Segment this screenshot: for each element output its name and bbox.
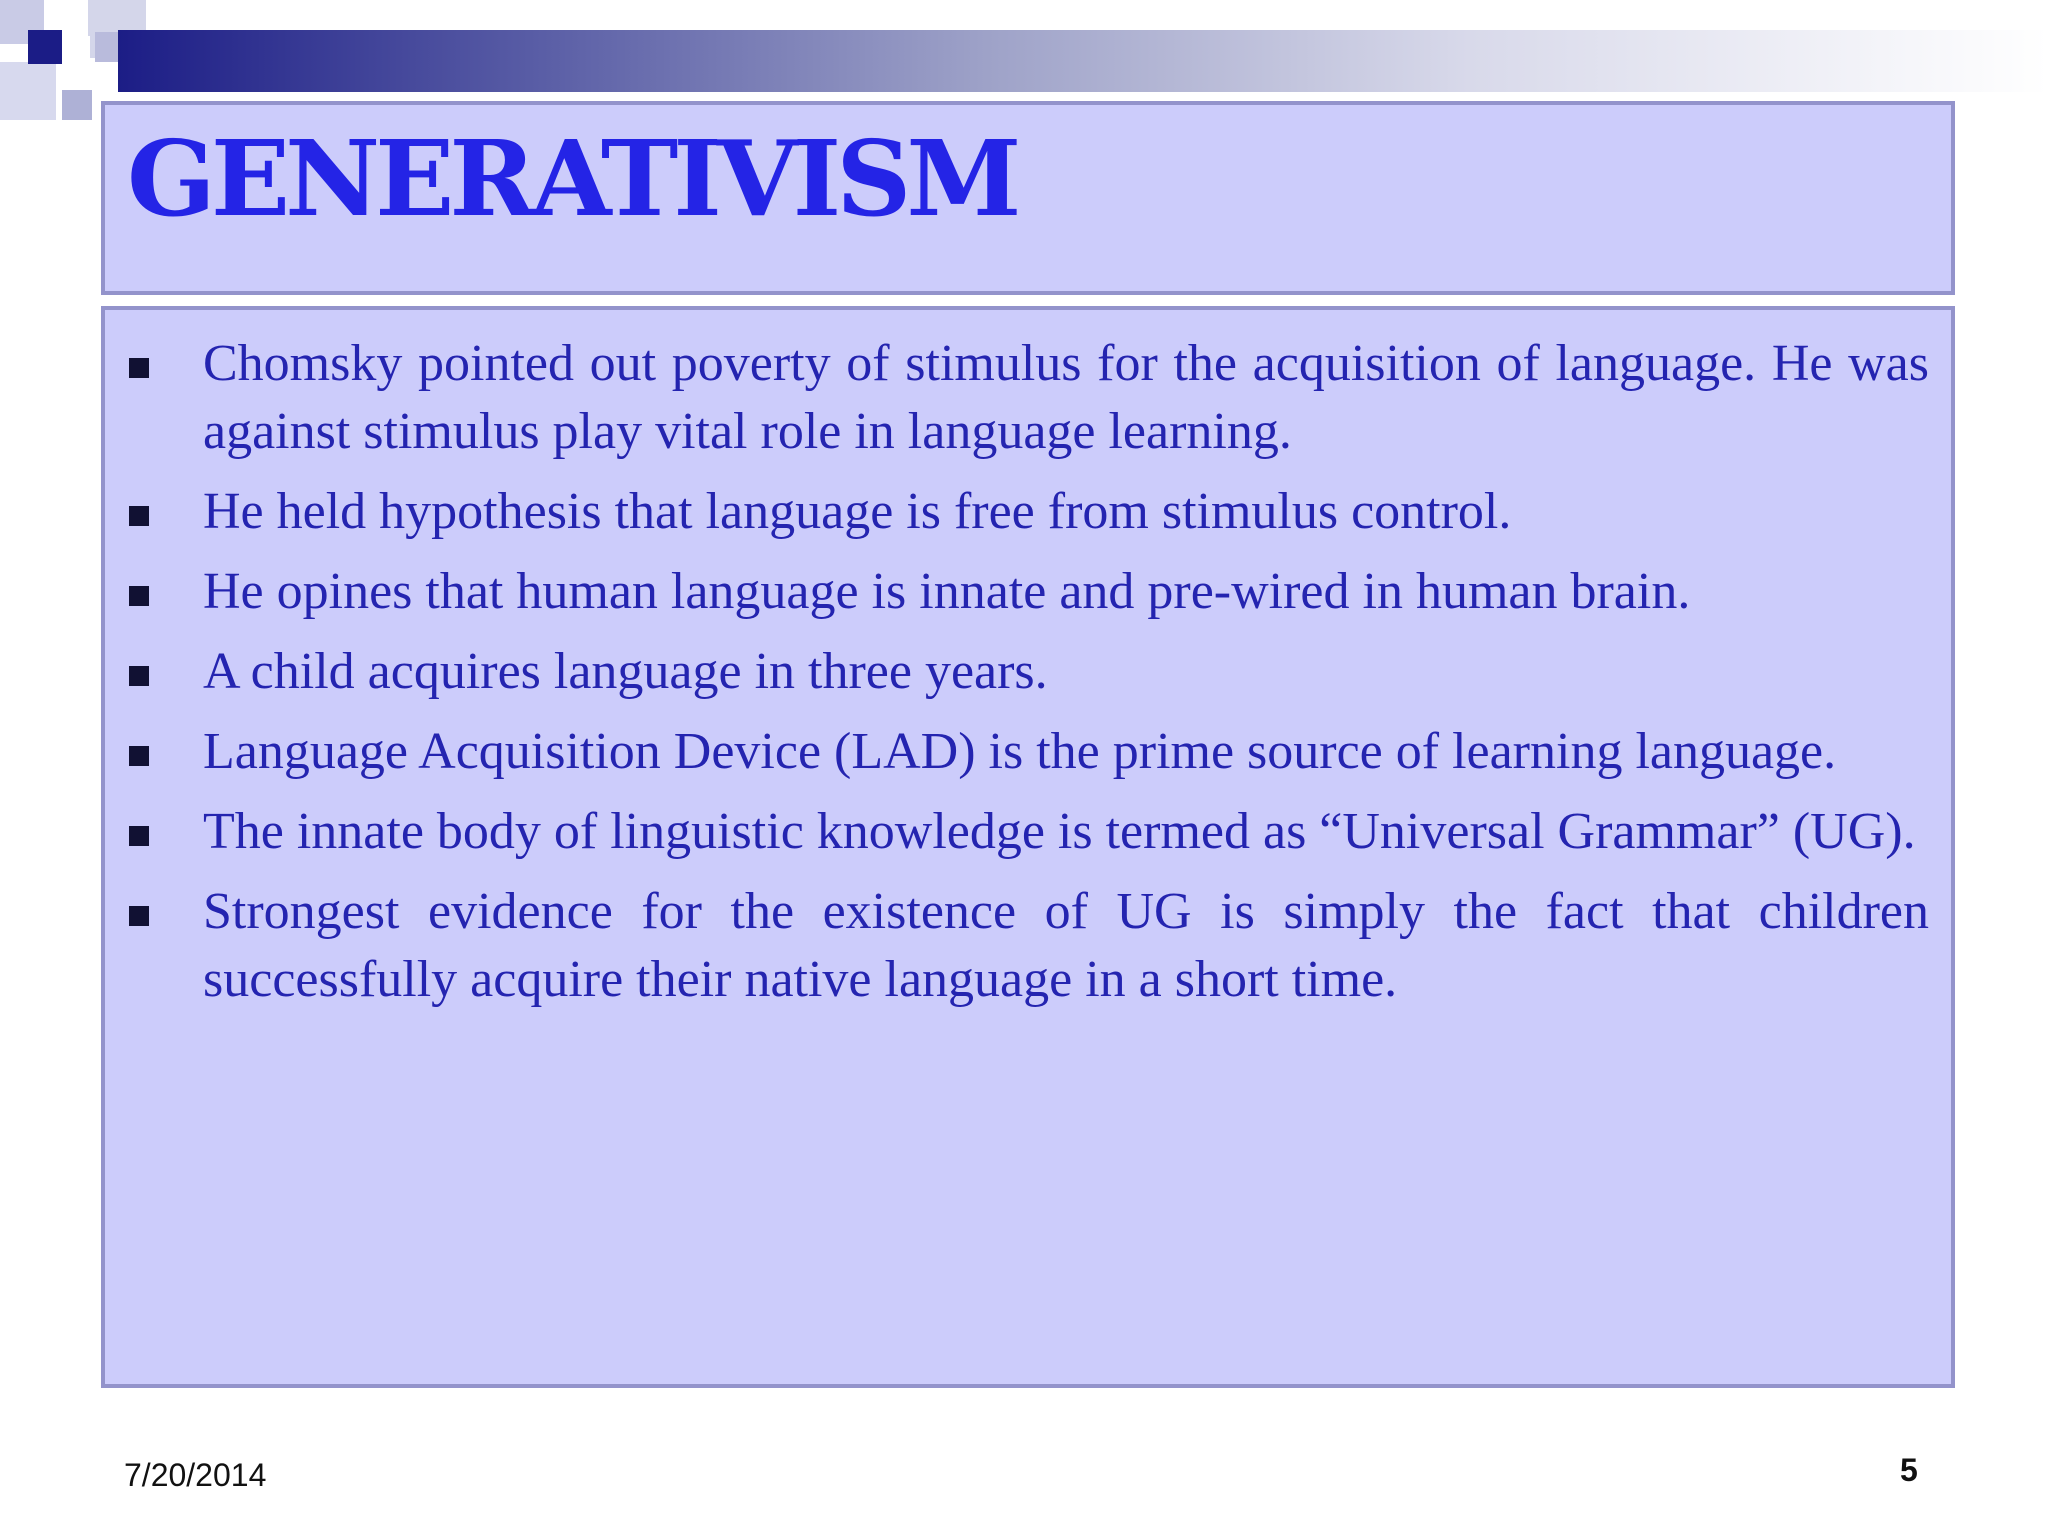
square-bullet-icon — [129, 666, 149, 686]
bullet-text: Chomsky pointed out poverty of stimulus for the acquisition of language. He was against stimulus play vital role in language learning. — [203, 335, 1929, 460]
bullet-item — [105, 478, 1951, 546]
bullet-text: Strongest evidence for the existence of UG is simply the fact that children successfully acquire their native language in a short time. — [203, 883, 1929, 1008]
corner-decoration-square-dark — [28, 30, 62, 64]
square-bullet-icon — [129, 906, 149, 926]
bullet-item — [105, 638, 1951, 706]
square-bullet-icon — [129, 746, 149, 766]
slide-title: GENERATIVISM — [127, 117, 1017, 240]
title-box — [101, 101, 1955, 295]
corner-decoration-square — [0, 62, 56, 120]
bullet-text: He opines that human language is innate and pre-wired in human brain. — [203, 563, 1691, 620]
bullet-text: The innate body of linguistic knowledge is termed as “Universal Grammar” (UG). — [203, 803, 1916, 860]
corner-decoration-square — [62, 90, 92, 120]
content-box — [101, 306, 1955, 1388]
corner-decoration-square — [60, 36, 90, 66]
bullet-item — [105, 798, 1951, 866]
footer-date: 7/20/2014 — [124, 1457, 267, 1493]
square-bullet-icon — [129, 358, 149, 378]
square-bullet-icon — [129, 826, 149, 846]
square-bullet-icon — [129, 506, 149, 526]
bullet-list — [105, 330, 1951, 1026]
square-bullet-icon — [129, 586, 149, 606]
bullet-text: A child acquires language in three years. — [203, 643, 1048, 700]
bullet-text: Language Acquisition Device (LAD) is the prime source of learning language. — [203, 723, 1837, 780]
header-gradient-bar — [118, 30, 2048, 92]
page-number: 5 — [1900, 1452, 1918, 1488]
bullet-item — [105, 558, 1951, 626]
bullet-item — [105, 878, 1951, 1014]
bullet-item — [105, 718, 1951, 786]
bullet-item — [105, 330, 1951, 466]
bullet-text: He held hypothesis that language is free from stimulus control. — [203, 483, 1512, 540]
